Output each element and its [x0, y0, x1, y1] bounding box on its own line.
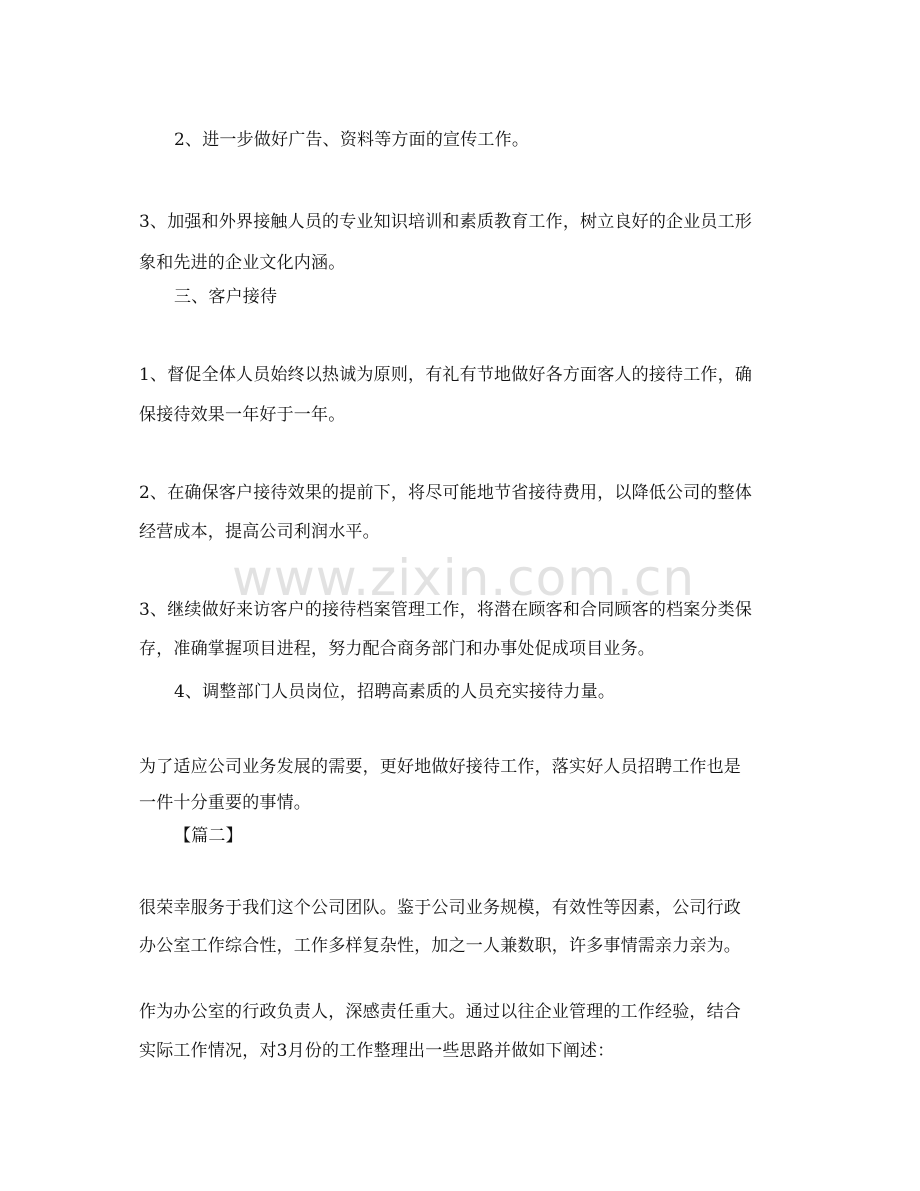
- para-publicity-line-1: 2、进一步做好广告、资料等方面的宣传工作。: [174, 130, 530, 150]
- para-intro-line-1: 很荣幸服务于我们这个公司团队。鉴于公司业务规模，有效性等因素，公司行政: [139, 898, 741, 918]
- para-reception-1-line-2: 保接待效果一年好于一年。: [139, 405, 346, 425]
- watermark: www.zixin.com.cn: [232, 549, 696, 607]
- para-training-line-2: 象和先进的企业文化内涵。: [139, 253, 346, 273]
- section-heading-part-two: 【篇二】: [174, 826, 243, 846]
- para-reception-4-line-1: 4、调整部门人员岗位，招聘高素质的人员充实接待力量。: [174, 682, 616, 702]
- para-recruitment-line-1: 为了适应公司业务发展的需要，更好地做好接待工作，落实好人员招聘工作也是: [139, 757, 741, 777]
- para-reception-3-line-1: 3、继续做好来访客户的接待档案管理工作，将潜在顾客和合同顾客的档案分类保: [139, 600, 753, 620]
- para-recruitment-line-2: 一件十分重要的事情。: [139, 793, 311, 813]
- para-responsibility-line-2: 实际工作情况，对3月份的工作整理出一些思路并做如下阐述：: [139, 1041, 615, 1061]
- para-reception-2-line-1: 2、在确保客户接待效果的提前下，将尽可能地节省接待费用，以降低公司的整体: [139, 483, 753, 503]
- para-reception-1-line-1: 1、督促全体人员始终以热诚为原则，有礼有节地做好各方面客人的接待工作，确: [139, 365, 753, 385]
- para-responsibility-line-1: 作为办公室的行政负责人，深感责任重大。通过以往企业管理的工作经验，结合: [139, 1002, 741, 1022]
- section-heading-reception: 三、客户接待: [174, 287, 278, 307]
- para-intro-line-2: 办公室工作综合性，工作多样复杂性，加之一人兼数职，许多事情需亲力亲为。: [139, 936, 741, 956]
- para-reception-2-line-2: 经营成本，提高公司利润水平。: [139, 522, 380, 542]
- para-training-line-1: 3、加强和外界接触人员的专业知识培训和素质教育工作，树立良好的企业员工形: [139, 212, 753, 232]
- para-reception-3-line-2: 存，准确掌握项目进程，努力配合商务部门和办事处促成项目业务。: [139, 639, 655, 659]
